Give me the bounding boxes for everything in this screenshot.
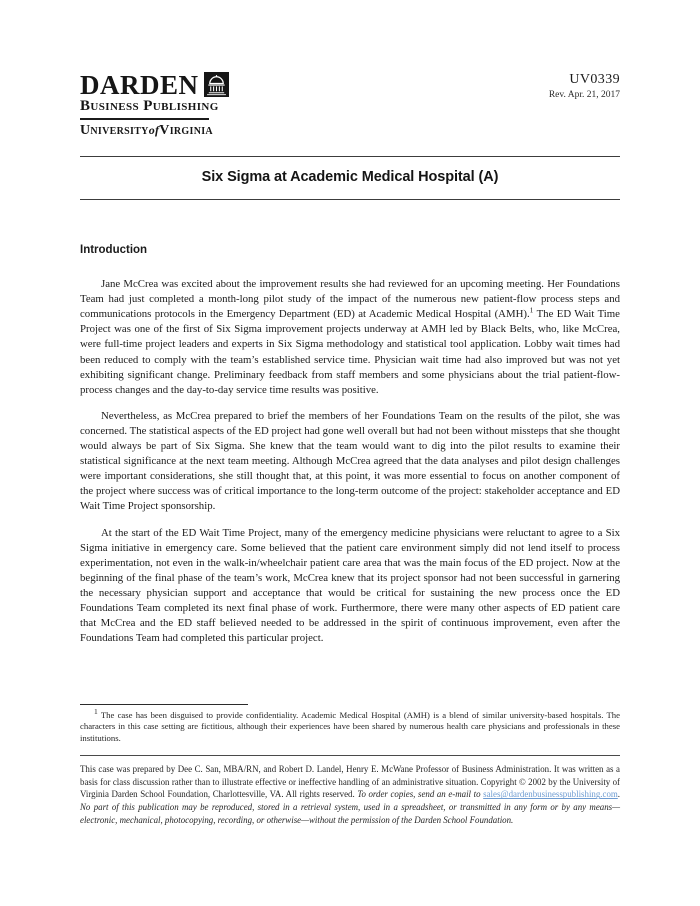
logo-darden-text: DARDEN — [80, 70, 199, 100]
doc-revision-date: Rev. Apr. 21, 2017 — [548, 90, 620, 100]
doc-number: UV0339 — [569, 72, 620, 87]
paragraph-3: At the start of the ED Wait Time Project, many of the emergency medicine physicians were reluctant to agree to a Six Sigma initiative in emergency care. Some believed that the patient care environment simply did not lend itself to process experimentation, not even in the walk-in/wheelchair patient care area that was the main focus of the ED project. Now at the beginning of the final phase of the team’s work, McCrea knew that its project sponsor had not been successful in garnering the necessary physician support and acceptance that would be critical for sustaining the new process once the ED Foundations Team completed its next final phase of work. Furthermore, there were many other aspects of ED patient care that McCrea and the ED staff believed needed to be addressed in the spirit of continuous improvement, even after the Foundations Team had completed this particular project. — [80, 526, 620, 645]
section-heading-introduction: Introduction — [80, 244, 148, 256]
copyright-colophon: This case was prepared by Dee C. San, MBA/RN, and Robert D. Landel, Henry E. McWane Professor of Business Administration. It was written as a basis for class discussion rather than to illustrate effective or ineffective handling of an administrative situation. Copyright © 2002 by the University of Virginia Darden School Foundation, Charlottesville, VA. All rights reserved. To order copies, send an e-mail to sales@dardenbusinesspublishing.com. No part of this publication may be reproduced, stored in a retrieval system, used in a spreadsheet, or transmitted in any form or by any means—electronic, mechanical, photocopying, recording, or otherwise—without the permission of the Darden School Foundation. — [80, 764, 620, 825]
sales-email-link[interactable]: sales@dardenbusinesspublishing.com — [483, 789, 618, 800]
page-title: Six Sigma at Academic Medical Hospital (A) — [201, 169, 499, 185]
logo-business-publishing: Business Publishing — [80, 98, 219, 114]
logo-university-of-virginia: UniversityofVirginia — [80, 123, 213, 138]
footnote-number: 1 — [94, 707, 98, 717]
colophon-attribution: This case was prepared by Dee C. San, MBA/RN, and Robert D. Landel, Henry E. McWane Professor of Business Administration. It was written as a basis for class discussion rather than to illustrate effective or ineffective handling of an administrative situation. Copyright © 2002 by the University of Virginia Darden School Foundation, Charlottesville, VA. All rights reserved. — [80, 764, 620, 800]
colophon-divider — [80, 755, 620, 756]
paragraph-1: Jane McCrea was excited about the improvement results she had reviewed for an upcoming meeting. Her Foundations Team had just completed a month-long pilot study of the impact of the numerous new patient-flow process steps and communications protocols in the Emergency Department (ED) at Academic Medical Hospital (AMH).$^1$ The ED Wait Time Project was one of the first of Six Sigma improvement projects underway at AMH led by Black Belts, who, like McCrea, were full-time project leaders and experts in Six Sigma methodology and statistical tool application. Lobby wait times had been reduced to comply with the team’s established service time. Physician wait time had also improved but was not yet exhibiting significant change. Preliminary feedback from staff members and some physicians about the trial patient-flow-process changes and the day-to-day service time results was positive. — [80, 278, 620, 396]
doc-id-block — [549, 72, 620, 100]
darden-logo — [80, 72, 229, 139]
footnote-reference-1: 1 — [529, 305, 534, 315]
footnote-text: The case has been disguised to provide confidentiality. Academic Medical Hospital (AMH) is a blend of similar university-based hospitals. The characters in this case setting are fictitious, although their experiences have been shared by numerous health care physicians and professionals in these institutions. — [80, 710, 620, 743]
logo-row — [80, 70, 229, 100]
page-header — [80, 72, 620, 139]
case-body — [80, 243, 620, 701]
footnote-separator — [80, 704, 248, 705]
title-band — [80, 156, 620, 200]
colophon-order-copies: To order copies, send an e-mail to — [357, 789, 484, 800]
footnote — [80, 707, 620, 744]
paragraph-2: Nevertheless, as McCrea prepared to brief the members of her Foundations Team on the results of the pilot, she was concerned. The statistical aspects of the ED project had gone well overall but had not been without missteps that she thought would always be part of Six Sigma. She knew that the team would want to dig into the pilot results to examine their statistical significance at the next team meeting. Although McCrea agreed that the data analyses and pilot design challenges were important considerations, she still thought that, at this point, it was more essential to focus on another component of the project where success was of critical importance to the long-term outcome of the project: stakeholder acceptance and ED Wait Time Project sponsorship. — [80, 409, 620, 513]
colophon-rights-notice: No part of this publication may be reproduced, stored in a retrieval system, used in a spreadsheet, or transmitted in any form or by any means—electronic, mechanical, photocopying, recording, or otherwise—without the permission of the Darden School Foundation. — [80, 802, 620, 825]
logo-divider — [80, 118, 209, 120]
rotunda-icon — [204, 72, 229, 97]
